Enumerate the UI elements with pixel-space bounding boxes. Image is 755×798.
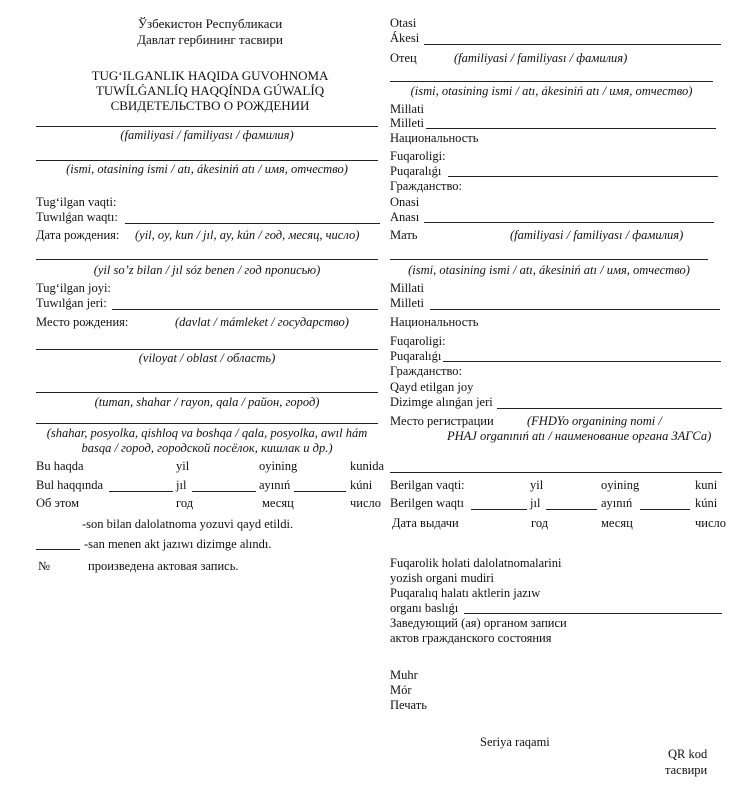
issue-date-year-kaa: jıl [530, 496, 541, 510]
father-nationality-ru: Национальность [390, 131, 479, 145]
record-number-text-uz: -son bilan dalolatnoma yozuvi qayd etildi. [82, 517, 294, 531]
emblem-caption-line1: Ўзбекистон Республикаси [137, 16, 283, 31]
issue-year-field[interactable] [471, 509, 527, 510]
record-date-prefix-ru: Об этом [36, 496, 80, 510]
record-date-prefix-uz: Bu haqda [36, 459, 84, 473]
record-day-field[interactable] [294, 491, 346, 492]
record-number-text-kaa: -san menen akt jazıwı dizimge alındı. [84, 537, 272, 551]
record-date-year-kaa: jıl [176, 478, 187, 492]
title-kaa: TUWÍLǴANLÍQ HAQQÍNDA GÚWALÍQ [95, 83, 325, 98]
birth-region-field[interactable] [36, 349, 378, 350]
father-label-kaa: Ákesi [390, 31, 420, 45]
registration-place-field[interactable] [497, 408, 722, 409]
record-date-prefix-kaa: Bul haqqında [36, 478, 104, 492]
mother-surname-field[interactable] [424, 222, 714, 223]
registration-place-uz: Qayd etilgan joy [390, 380, 474, 394]
birth-district-field[interactable] [36, 392, 378, 393]
seal-label-kaa: Mór [390, 683, 412, 697]
emblem-caption-line2: Давлат гербининг тасвири [137, 32, 283, 47]
mother-name-field[interactable] [390, 259, 708, 260]
record-date-year-ru: год [176, 496, 194, 510]
father-label-uz: Otasi [390, 16, 417, 30]
child-surname-hint: (familiyasi / familiyası / фамилия) [120, 128, 294, 142]
father-label-ru: Отец [390, 51, 417, 65]
birth-date-label-uz: Tug‘ilgan vaqti: [36, 195, 117, 209]
registration-organ-field[interactable] [390, 472, 722, 473]
father-nationality-uz: Millati [390, 102, 425, 116]
birth-place-field[interactable] [112, 309, 378, 310]
birth-country-hint: (davlat / mámleket / государство) [175, 315, 349, 329]
registration-place-hint-2: PHAJ organınıń atı / наименование органа ЗАГСа) [447, 429, 712, 443]
mother-nationality-field[interactable] [430, 309, 720, 310]
birth-date-hint: (yil, oy, kun / jıl, ay, kún / год, месяц, число) [135, 228, 360, 242]
father-surname-field[interactable] [424, 44, 721, 45]
birth-year-words-field[interactable] [36, 259, 378, 260]
head-signature-field[interactable] [464, 613, 722, 614]
mother-label-kaa: Anası [390, 210, 420, 224]
birth-year-words-hint: (yil so’z bilan / jıl sóz benen / год прописью) [93, 263, 321, 277]
qr-code-label-line1: QR kod [668, 747, 708, 761]
mother-label-uz: Onasi [390, 195, 420, 209]
record-date-month-ru: месяц [262, 496, 294, 510]
registration-place-kaa: Dizimge alınǵan jeri [390, 395, 493, 409]
record-number-text-ru: произведена актовая запись. [88, 559, 239, 573]
record-date-month-uz: oyining [259, 459, 298, 473]
child-surname-field[interactable] [36, 126, 378, 127]
record-number-sign: № [38, 559, 50, 573]
father-nationality-kaa: Milleti [390, 116, 425, 130]
issue-date-day-kaa: kúni [695, 496, 718, 510]
registration-place-hint-1: (FHDYo organining nomi / [527, 414, 662, 428]
birth-place-label-uz: Tug‘ilgan joyi: [36, 281, 111, 295]
record-year-field[interactable] [109, 491, 173, 492]
mother-surname-hint: (familiyasi / familiyası / фамилия) [510, 228, 684, 242]
father-surname-hint: (familiyasi / familiyası / фамилия) [454, 51, 628, 65]
issue-date-prefix-uz: Berilgan vaqti: [390, 478, 465, 492]
issue-date-year-ru: год [531, 516, 549, 530]
issue-date-month-kaa: ayınıń [601, 496, 633, 510]
title-ru: СВИДЕТЕЛЬСТВО О РОЖДЕНИИ [110, 98, 310, 113]
record-date-month-kaa: ayınıń [259, 478, 291, 492]
birth-date-label-ru: Дата рождения: [36, 228, 120, 242]
issue-date-prefix-kaa: Berilgen waqtı [390, 496, 464, 510]
issue-date-day-ru: число [695, 516, 727, 530]
issue-month-field[interactable] [546, 509, 597, 510]
father-citizenship-kaa: Puqaralıǵı [390, 164, 442, 178]
child-name-hint: (ismi, otasining ismi / atı, ákesiniń atı / имя, отчество) [66, 162, 348, 176]
registration-place-ru: Место регистрации [390, 414, 494, 428]
father-citizenship-uz: Fuqaroligi: [390, 149, 446, 163]
issue-date-month-ru: месяц [601, 516, 633, 530]
birth-locality-hint-1: (shahar, posyolka, qishloq va boshqa / qala, posyolka, awıl hám [46, 426, 368, 440]
record-date-day-kaa: kúni [350, 478, 373, 492]
birth-place-label-kaa: Tuwılǵan jeri: [36, 296, 107, 310]
father-name-hint: (ismi, otasining ismi / atı, ákesiniń atı / имя, отчество) [410, 84, 693, 98]
record-number-field[interactable] [36, 549, 80, 550]
record-date-year-uz: yil [176, 459, 190, 473]
father-nationality-field[interactable] [426, 128, 716, 129]
mother-citizenship-uz: Fuqaroligi: [390, 334, 446, 348]
father-citizenship-ru: Гражданство: [390, 179, 463, 193]
birth-district-hint: (tuman, shahar / rayon, qala / район, город) [94, 395, 320, 409]
birth-locality-field[interactable] [36, 423, 378, 424]
seal-label-uz: Muhr [390, 668, 418, 682]
issue-date-day-uz: kuni [695, 478, 718, 492]
mother-nationality-ru: Национальность [390, 315, 479, 329]
birth-date-field[interactable] [125, 223, 380, 224]
head-title-line1: Fuqarolik holati dalolatnomalarini [390, 556, 562, 570]
head-title-line3: Puqaralıq halatı aktlerin jazıw [390, 586, 541, 600]
head-title-line6: актов гражданского состояния [390, 631, 552, 645]
mother-citizenship-kaa: Puqaralıǵı [390, 349, 442, 363]
seal-label-ru: Печать [390, 698, 427, 712]
birth-date-label-kaa: Tuwılǵan waqtı: [36, 210, 118, 224]
mother-citizenship-field[interactable] [443, 361, 721, 362]
issue-day-field[interactable] [640, 509, 690, 510]
issue-date-year-uz: yil [530, 478, 544, 492]
father-name-field[interactable] [390, 81, 713, 82]
mother-name-hint: (ismi, otasining ismi / atı, ákesiniń atı / имя, отчество) [408, 263, 690, 277]
birth-region-hint: (viloyat / oblast / область) [138, 351, 276, 365]
birth-locality-hint-2: basqa / город, городской посёлок, кишлак и др.) [81, 441, 333, 455]
child-name-field[interactable] [36, 160, 378, 161]
mother-nationality-uz: Millati [390, 281, 425, 295]
mother-citizenship-ru: Гражданство: [390, 364, 463, 378]
father-citizenship-field[interactable] [448, 176, 718, 177]
issue-date-prefix-ru: Дата выдачи [392, 516, 459, 530]
head-title-line4: organı baslıǵı [390, 601, 459, 615]
mother-nationality-kaa: Milleti [390, 296, 425, 310]
record-month-field[interactable] [192, 491, 256, 492]
qr-code-label-line2: тасвири [665, 763, 708, 777]
head-title-line2: yozish organi mudiri [390, 571, 494, 585]
birth-place-label-ru: Место рождения: [36, 315, 129, 329]
serial-number-label: Seriya raqami [480, 735, 550, 749]
record-date-day-ru: число [350, 496, 382, 510]
mother-label-ru: Мать [390, 228, 418, 242]
head-title-line5: Заведующий (ая) органом записи [390, 616, 567, 630]
record-date-day-uz: kunida [350, 459, 385, 473]
issue-date-month-uz: oyining [601, 478, 640, 492]
title-uz: TUG‘ILGANLIK HAQIDA GUVOHNOMA [91, 68, 329, 83]
